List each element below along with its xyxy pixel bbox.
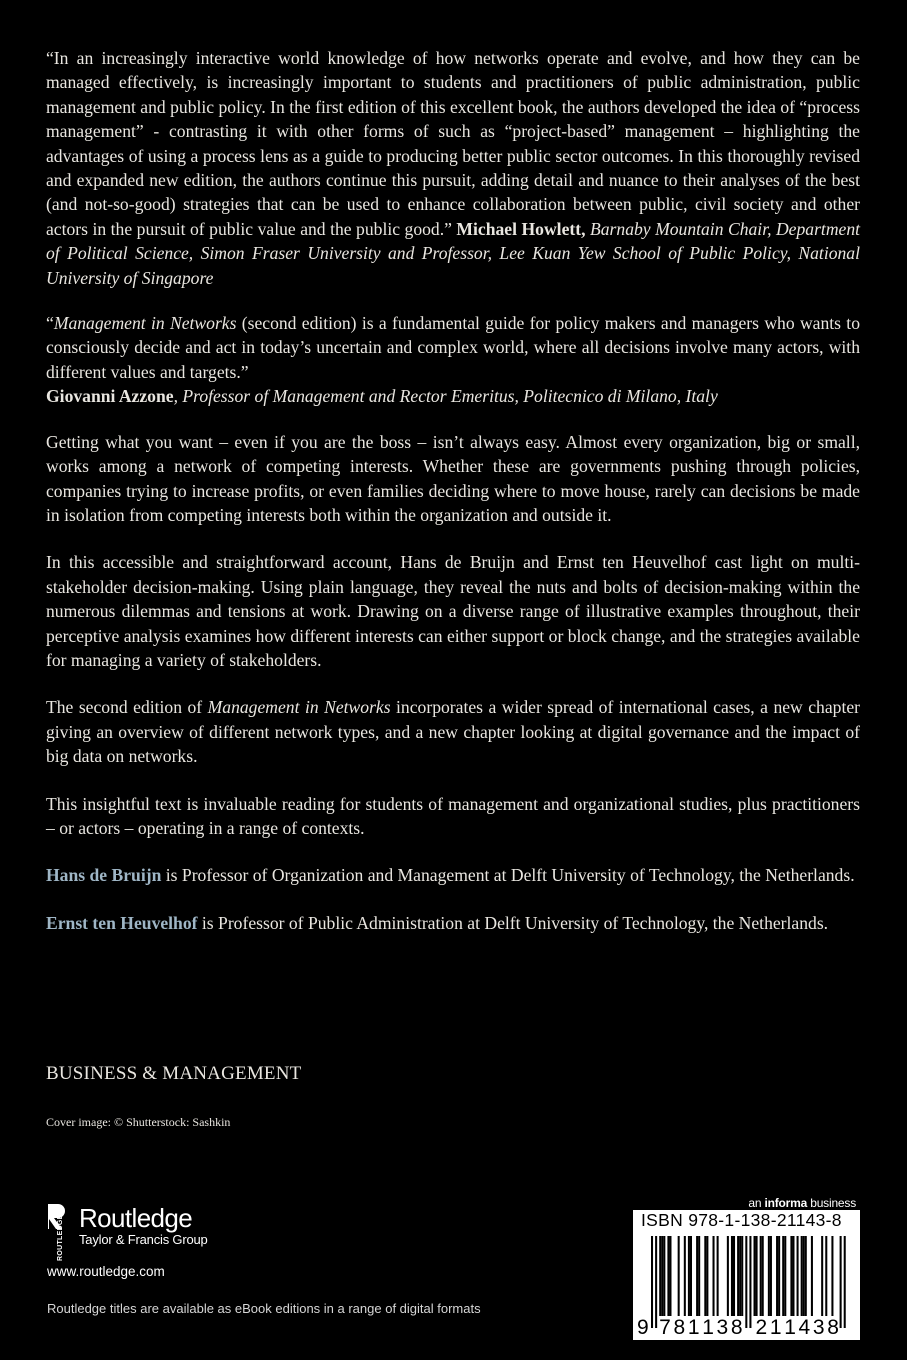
barcode-bar (717, 1236, 719, 1316)
barcode-bar (778, 1236, 780, 1316)
barcode-bar (749, 1236, 751, 1328)
barcode-digit: 8 (730, 1316, 743, 1339)
barcode-bar (737, 1236, 739, 1316)
endorsement-quote: “In an increasingly interactive world knowledge of how networks operate and evolve, and how they can be managed effectively, is increasingly important to students and practitioners of public administration, public management and public policy. In the first edition of this excellent book, the authors developed the idea of “process management” - contrasting it with other forms of such as “project-based” management – highlighting the advantages of using a process lens as a guide to producing better public sector outcomes. In this thoroughly revised and expanded new edition, the authors continue this pursuit, adding detail and nuance to their analyses of the best (and not-so-good) strategies that can be used to enhance collaboration between public, civil society and other actors in the pursuit of public value and the public good.” (46, 48, 860, 239)
barcode-bar (768, 1236, 770, 1316)
barcode-bar (801, 1236, 803, 1316)
barcode-bar (790, 1236, 792, 1316)
barcode-bar (754, 1236, 756, 1316)
barcode-digit: 7 (659, 1316, 671, 1339)
barcode-digit: 8 (673, 1316, 686, 1339)
barcode-bar (756, 1236, 758, 1316)
publisher-website[interactable]: www.routledge.com (47, 1264, 165, 1279)
endorser-affiliation: , Professor of Management and Rector Emeritus, Politecnico di Milano, Italy (173, 386, 718, 407)
barcode-bar (684, 1236, 686, 1316)
barcode-digit: 3 (716, 1316, 729, 1339)
isbn-label: ISBN 978-1-138-21143-8 (641, 1210, 842, 1230)
barcode-bar (821, 1236, 823, 1316)
barcode-bar (797, 1236, 799, 1316)
author-name: Hans de Bruijn (46, 865, 162, 886)
author-bio-1: Hans de Bruijn is Professor of Organization and Management at Delft University of Technology, the Netherlands. (46, 865, 855, 886)
barcode-bar (713, 1236, 715, 1316)
barcode-bar (651, 1236, 653, 1328)
cover-image-credit: Cover image: © Shutterstock: Sashkin (46, 1115, 231, 1129)
barcode-bar (678, 1236, 680, 1316)
logo-vertical-text: ROUTLEDGE (57, 1214, 64, 1261)
ebook-note: Routledge titles are available as eBook editions in a range of digital formats (47, 1301, 481, 1316)
publisher-logo (46, 1203, 208, 1261)
barcode-digit: 9 (637, 1316, 649, 1339)
barcode-bar (770, 1236, 772, 1316)
barcode-bar (782, 1236, 784, 1316)
barcode-digit: 1 (769, 1316, 782, 1339)
barcode-bar (733, 1236, 735, 1316)
barcode-digit: 2 (755, 1316, 768, 1339)
barcode-bar (784, 1236, 786, 1316)
barcode-bar (803, 1236, 805, 1316)
endorsement-howlett (46, 46, 860, 290)
publisher-group: Taylor & Francis Group (79, 1232, 208, 1247)
barcode-bar (727, 1236, 729, 1316)
barcode-digits (633, 1316, 860, 1340)
barcode-bar (776, 1236, 778, 1316)
barcode-digit: 8 (827, 1316, 839, 1339)
barcode-bar (844, 1236, 846, 1328)
barcode-bar (760, 1236, 762, 1316)
barcode-bar (739, 1236, 741, 1316)
barcode-bar (762, 1236, 764, 1316)
barcode-bar (696, 1236, 698, 1316)
open-quote: “ (46, 313, 54, 334)
barcode-bar (706, 1236, 708, 1316)
routledge-logo-icon (46, 1203, 68, 1261)
barcode-bar (831, 1236, 833, 1316)
back-cover-text (46, 46, 860, 958)
endorser-name: Michael Howlett, (456, 218, 586, 239)
author-bio-2: Ernst ten Heuvelhof is Professor of Public Administration at Delft University of Technology, the Netherlands. (46, 912, 829, 933)
barcode-bar (741, 1236, 743, 1316)
description-paragraph-4: This insightful text is invaluable reading for students of management and organizational studies, plus practitioners – or actors – operating in a range of contexts. (46, 793, 860, 838)
barcode-digit: 3 (812, 1316, 825, 1339)
barcode-bar (811, 1236, 813, 1316)
barcode-bar (661, 1236, 663, 1316)
barcode-bar (840, 1236, 842, 1328)
endorser-affiliation: Barnaby Mountain Chair, Department of Political Science, Simon Fraser University and Professor, Lee Kuan Yew School of Public Policy, National University of Singapore (46, 218, 861, 288)
isbn-barcode (633, 1210, 860, 1340)
endorser-name: Giovanni Azzone (46, 386, 174, 407)
book-title: Management in Networks (53, 313, 237, 334)
barcode-bar (663, 1236, 665, 1316)
barcode-bar (688, 1236, 690, 1316)
barcode-bar (659, 1236, 661, 1316)
barcode-bar (745, 1236, 747, 1328)
barcode-bar (792, 1236, 794, 1316)
book-title: Management in Networks (207, 697, 391, 718)
barcode-digit: 1 (784, 1316, 796, 1339)
barcode-bar (805, 1236, 807, 1316)
barcode-bar (825, 1236, 827, 1316)
description-paragraph-1: Getting what you want – even if you are the boss – isn’t always easy. Almost every organization, big or small, works among a network of competing interests. Whether these are governments pushing through policies, companies trying to increase profits, or even families deciding where to move house, rarely can decisions be made in isolation from competing interests both within the organization and outside it. (46, 431, 860, 525)
barcode-bar (704, 1236, 706, 1316)
barcode-digit: 1 (687, 1316, 700, 1339)
description-paragraph-3: The second edition of Management in Networks incorporates a wider spread of international cases, a new chapter giving an overview of different network types, and a new chapter looking at digital governance and the impact of big data on networks. (46, 697, 861, 767)
barcode-bar (655, 1236, 657, 1328)
barcode-digit: 4 (798, 1316, 811, 1339)
endorsement-quote: (second edition) is a fundamental guide for policy makers and managers who wants to consciously decide and act in today’s uncertain and complex world, where all decisions involve many actors, with different values and targets.” (46, 313, 860, 382)
author-name: Ernst ten Heuvelhof (46, 912, 198, 933)
publisher-name: Routledge (79, 1203, 193, 1233)
barcode-bar (690, 1236, 692, 1316)
endorsement-azzone (46, 311, 860, 409)
description-paragraph-2: In this accessible and straightforward account, Hans de Bruijn and Ernst ten Heuvelhof cast light on multi-stakeholder decision-making. Using plain language, they reveal the nuts and bolts of decision-making within the numerous dilemmas and tensions at work. Drawing on a diverse range of illustrative examples throughout, their perceptive analysis examines how different interests can either support or block change, and the strategies available for managing a variety of stakeholders. (46, 552, 860, 670)
barcode-bar (667, 1236, 669, 1316)
informa-business-label: an informa business (748, 1196, 856, 1210)
barcode-bar (731, 1236, 733, 1316)
subject-category: BUSINESS & MANAGEMENT (46, 1063, 302, 1084)
barcode-digit: 1 (702, 1316, 714, 1339)
barcode-bar (669, 1236, 671, 1316)
barcode-bar (698, 1236, 700, 1316)
